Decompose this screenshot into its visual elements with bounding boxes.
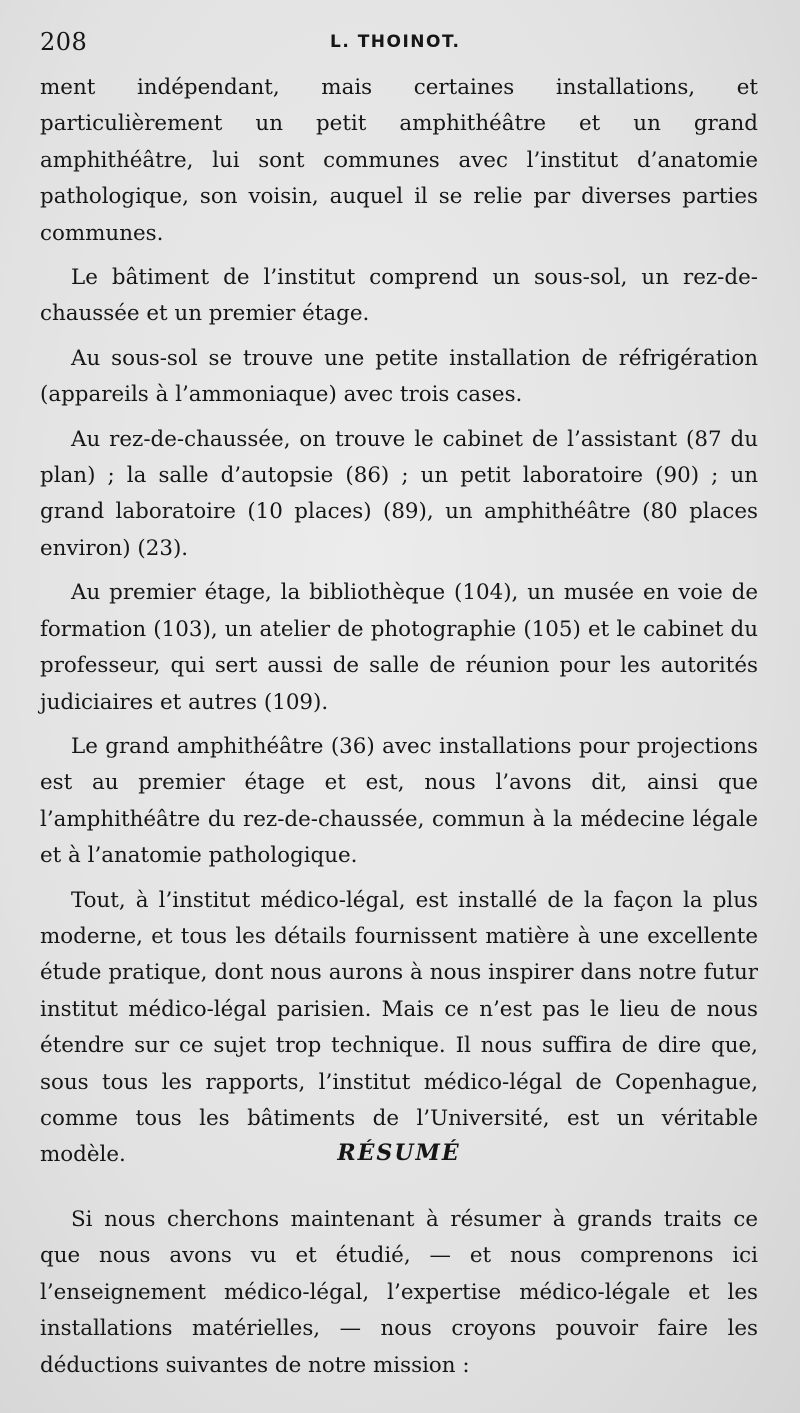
- running-head-author: L. THOINOT.: [330, 32, 461, 52]
- section-heading-resume: RÉSUMÉ: [337, 1140, 461, 1166]
- page-number: 208: [40, 28, 88, 56]
- running-head: [40, 24, 760, 64]
- paragraph-building: Le bâtiment de l’institut comprend un sous-sol, un rez-de-chaussée et un premier étage.: [40, 265, 758, 327]
- resume-text: [40, 1202, 758, 1384]
- paragraph-resume: Si nous cherchons maintenant à résumer à grands traits ce que nous avons vu et étudié, — et nous comprenons ici l’enseignement médico-légal, l’expertise médico-légale et les installations matérielles, — nous croyons pouvoir faire les déductions suivantes de notre mission :: [40, 1207, 758, 1378]
- paragraph-first-floor: Au premier étage, la bibliothèque (104), un musée en voie de formation (103), un atelier de photographie (105) et le cabinet du professeur, qui sert aussi de salle de réunion pour les autorités judiciaires et autres (109).: [40, 580, 758, 715]
- paragraph-conclusion: Tout, à l’institut médico-légal, est installé de la façon la plus moderne, et tous les détails fournissent matière à une excellente étude pratique, dont nous aurons à nous inspirer dans notre futur institut médico-légal parisien. Mais ce n’est pas le lieu de nous étendre sur ce sujet trop technique. Il nous suffira de dire que, sous tous les rapports, l’institut médico-légal de Copenhague, comme tous les bâtiments de l’Université, est un véritable modèle.: [40, 887, 758, 1168]
- paragraph-basement: Au sous-sol se trouve une petite installation de réfrigération (appareils à l’ammoniaque) avec trois cases.: [40, 345, 758, 408]
- paragraph-ground-floor: Au rez-de-chaussée, on trouve le cabinet de l’assistant (87 du plan) ; la salle d’autopsie (86) ; un petit laboratoire (90) ; un grand laboratoire (10 places) (89), un amphithéâtre (80 places environ) (23).: [40, 426, 758, 561]
- paragraph-amphitheatre: Le grand amphithéâtre (36) avec installations pour projections est au premier étage et est, nous l’avons dit, ainsi que l’amphithéâtre du rez-de-chaussée, commun à la médecine légale et à l’anatomie pathologique.: [40, 733, 758, 869]
- body-text: [40, 70, 758, 1182]
- paragraph-continuation: ment indépendant, mais certaines installations, et particulièrement un petit amphithéâtre et un grand amphithéâtre, lui sont communes avec l’institut d’anatomie pathologique, son voisin, auquel il se relie par diverses parties communes.: [40, 75, 758, 246]
